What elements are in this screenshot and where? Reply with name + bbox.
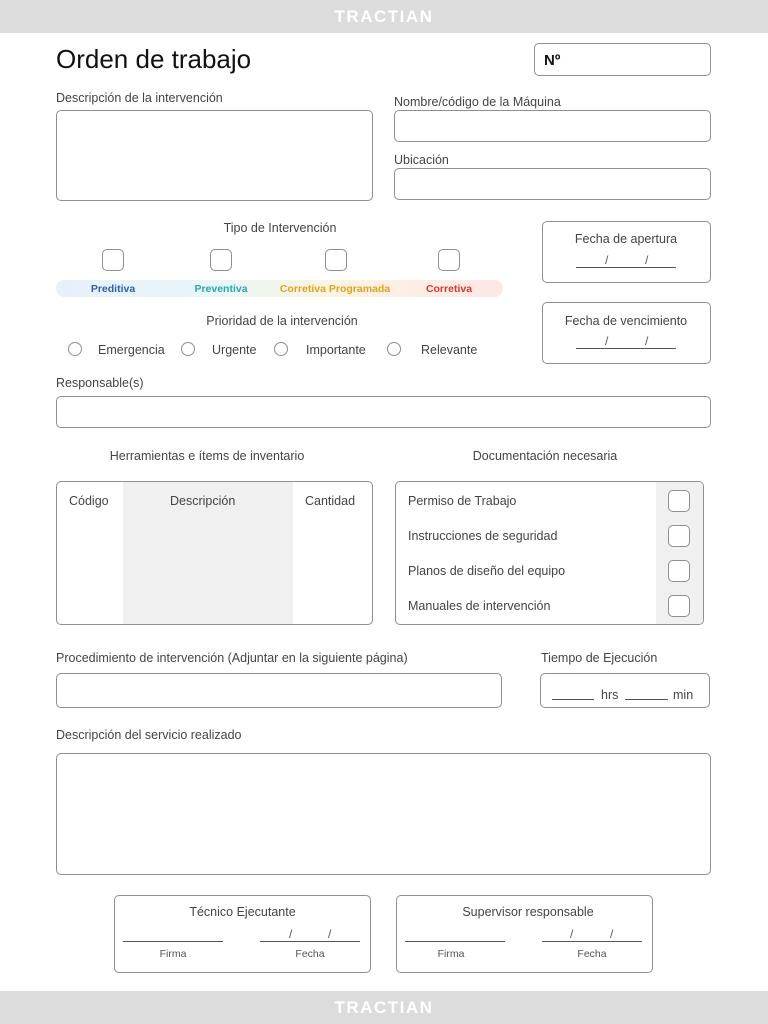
service-label: Descripción del servicio realizado — [56, 728, 242, 742]
technician-date-line — [260, 941, 360, 942]
doc-checkbox-manuales[interactable] — [668, 595, 690, 617]
supervisor-date-caption: Fecha — [577, 948, 607, 960]
opening-date-line — [576, 267, 676, 268]
footer-band — [0, 991, 768, 1024]
machine-field[interactable] — [394, 110, 711, 142]
priority-label-emergencia: Emergencia — [98, 343, 165, 357]
supervisor-title: Supervisor responsable — [462, 905, 594, 919]
opening-date-slash-2: / — [645, 253, 649, 267]
type-title: Tipo de Intervención — [223, 221, 337, 235]
location-label: Ubicación — [394, 153, 449, 167]
priority-label-relevante: Relevante — [421, 343, 478, 357]
technician-date-slash-2: / — [328, 927, 332, 941]
header-band — [0, 0, 768, 33]
type-label-preditiva: Preditiva — [90, 283, 136, 295]
procedure-field[interactable] — [56, 673, 502, 708]
supervisor-date-slash-1: / — [570, 927, 574, 941]
service-field[interactable] — [56, 753, 711, 875]
order-number-label: Nº — [544, 52, 561, 69]
opening-date-label: Fecha de apertura — [574, 232, 678, 246]
brand-logo: TRACTIAN — [334, 6, 434, 26]
doc-item-permiso: Permiso de Trabajo — [408, 494, 517, 508]
due-date-slash-2: / — [645, 334, 649, 348]
hours-line — [552, 699, 594, 700]
due-date-box[interactable] — [542, 302, 711, 364]
minutes-unit: min — [673, 688, 694, 702]
type-checkbox-preventiva[interactable] — [210, 249, 232, 271]
footer-brand-logo: TRACTIAN — [334, 997, 434, 1017]
tools-col-cantidad: Cantidad — [305, 494, 356, 508]
type-label-corretiva: Corretiva — [425, 283, 473, 295]
due-date-slash-1: / — [605, 334, 609, 348]
type-label-corretiva-programada: Corretiva Programada — [279, 283, 391, 295]
technician-signature-line — [123, 941, 223, 942]
order-number-field[interactable] — [534, 43, 711, 76]
priority-label-urgente: Urgente — [212, 343, 257, 357]
docs-title: Documentación necesaria — [472, 449, 618, 463]
supervisor-signature-caption: Firma — [437, 948, 465, 960]
technician-date-slash-1: / — [289, 927, 293, 941]
supervisor-signature-line — [405, 941, 505, 942]
priority-radio-urgente[interactable] — [181, 342, 195, 356]
doc-item-manuales: Manuales de intervención — [408, 599, 551, 613]
due-date-label: Fecha de vencimiento — [564, 314, 688, 328]
doc-checkbox-planos[interactable] — [668, 560, 690, 582]
doc-checkbox-permiso[interactable] — [668, 490, 690, 512]
priority-title: Prioridad de la intervención — [206, 314, 358, 328]
exec-time-label: Tiempo de Ejecución — [541, 651, 658, 665]
doc-checkbox-instrucciones[interactable] — [668, 525, 690, 547]
doc-item-planos: Planos de diseño del equipo — [408, 564, 566, 578]
responsible-field[interactable] — [56, 396, 711, 428]
opening-date-slash-1: / — [605, 253, 609, 267]
due-date-line — [576, 348, 676, 349]
priority-radio-importante[interactable] — [274, 342, 288, 356]
supervisor-date-line — [542, 941, 642, 942]
minutes-line — [625, 699, 668, 700]
hours-unit: hrs — [601, 688, 619, 702]
location-field[interactable] — [394, 168, 711, 200]
description-label: Descripción de la intervención — [56, 91, 223, 105]
tools-col-descripcion: Descripción — [170, 494, 236, 508]
procedure-label: Procedimiento de intervención (Adjuntar en la siguiente página) — [56, 651, 408, 665]
opening-date-box[interactable] — [542, 221, 711, 283]
tools-title: Herramientas e ítems de inventario — [109, 449, 305, 463]
machine-label: Nombre/código de la Máquina — [394, 95, 561, 109]
technician-date-caption: Fecha — [295, 948, 325, 960]
technician-signature-caption: Firma — [159, 948, 187, 960]
priority-label-importante: Importante — [306, 343, 366, 357]
doc-item-instrucciones: Instrucciones de seguridad — [408, 529, 558, 543]
technician-title: Técnico Ejecutante — [189, 905, 296, 919]
type-checkbox-corretiva-programada[interactable] — [325, 249, 347, 271]
priority-radio-relevante[interactable] — [387, 342, 401, 356]
responsible-label: Responsable(s) — [56, 376, 144, 390]
type-label-preventiva: Preventiva — [194, 283, 248, 295]
type-checkbox-corretiva[interactable] — [438, 249, 460, 271]
page-title: Orden de trabajo — [56, 44, 252, 74]
description-field[interactable] — [56, 110, 373, 201]
type-checkbox-preditiva[interactable] — [102, 249, 124, 271]
tools-col-codigo: Código — [69, 494, 109, 508]
priority-radio-emergencia[interactable] — [68, 342, 82, 356]
supervisor-date-slash-2: / — [610, 927, 614, 941]
